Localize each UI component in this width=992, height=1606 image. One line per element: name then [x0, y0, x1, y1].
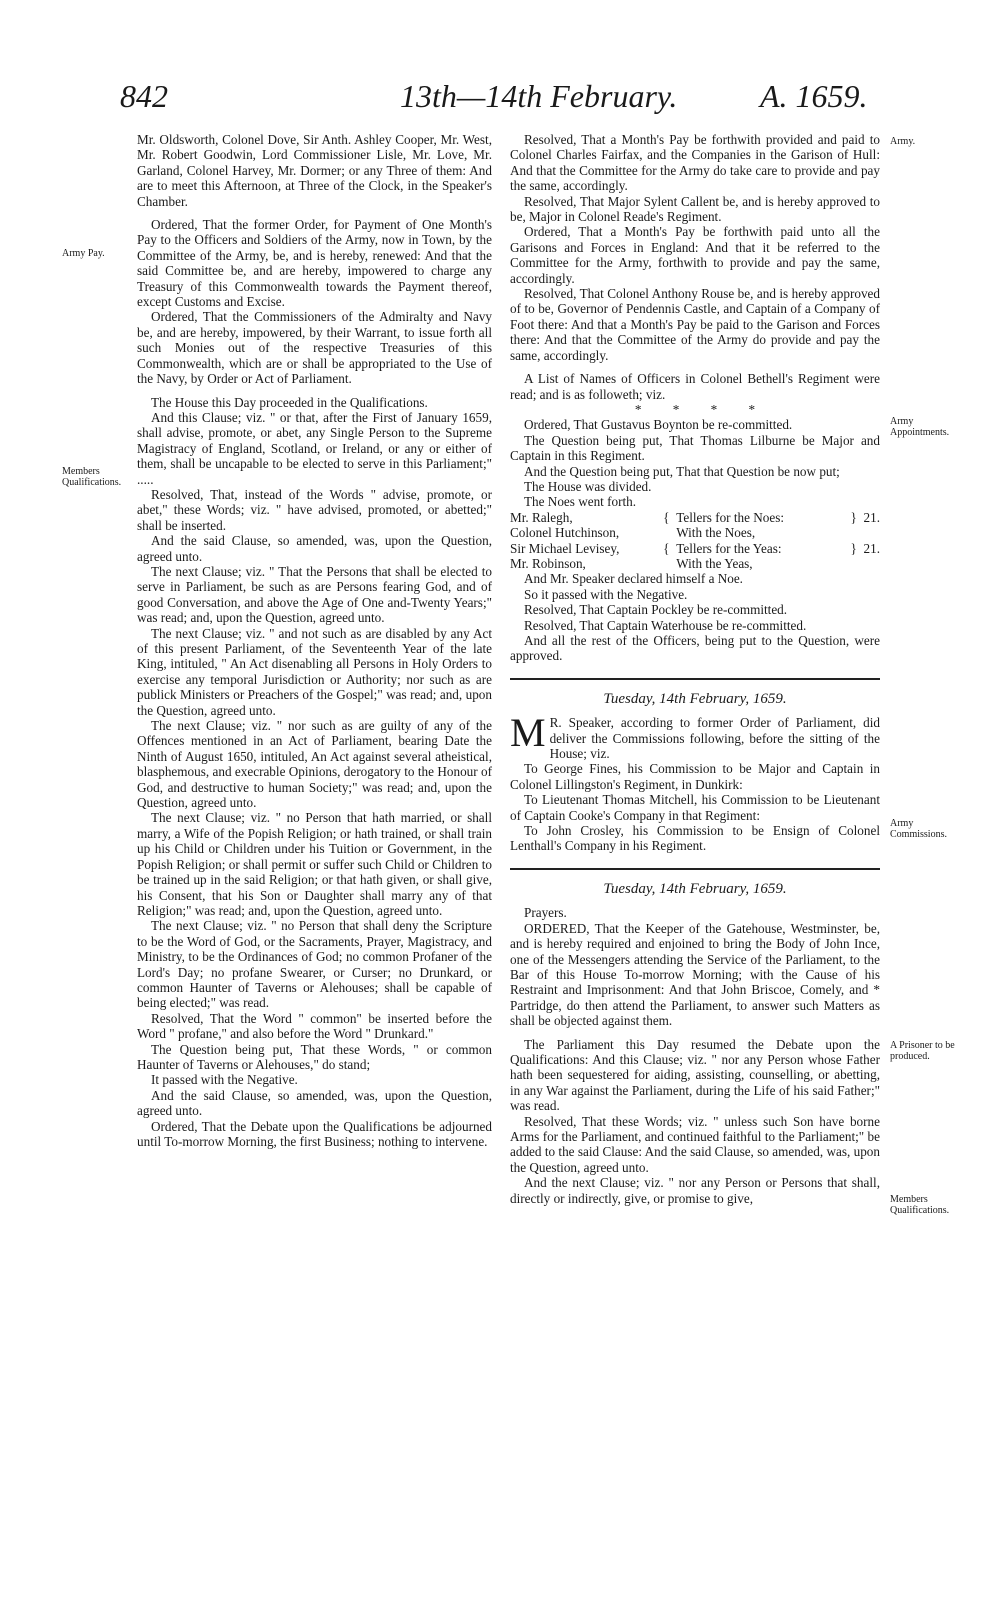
paragraph: The next Clause; viz. " That the Persons that shall be elected to serve in Parliament, be such as are Persons fearing God, and of good Conversation, and above the Age of One and-Twenty Years;" was read; and, upon the Question, agreed unto. — [137, 563, 492, 626]
paragraph: Ordered, That the Commissioners of the Admiralty and Navy be, and are hereby, impowered, by their Warrant, to issue forth all such Monies out of the respective Treasuries of this Commonwealth, which are or shall be appropriated to the Use of the Navy, by Order or Act of Parliament. — [137, 309, 492, 387]
brace: } — [850, 509, 857, 525]
paragraph: Ordered, That the former Order, for Payment of One Month's Pay to the Officers and Soldiers of the Army, now in Town, by the Committee of the Army, be, and is hereby, renewed: And that the said Committee be, and are hereby, impowered to charge any Treasury of this Commonwealth towards the Payment thereof, except Customs and Excise. — [137, 217, 492, 310]
paragraph: Ordered, That Gustavus Boynton be re-committed. — [524, 417, 793, 433]
brace: } — [850, 540, 857, 556]
paragraph: And all the rest of the Officers, being put to the Question, were approved. — [510, 633, 880, 664]
prayers-label: Prayers. — [524, 905, 567, 921]
paragraph: To John Crosley, his Commission to be Ensign of Colonel Lenthall's Company in his Regiment. — [510, 823, 880, 854]
lead-text: R. Speaker, according to former Order of Parliament, did deliver the Commissions following, before the sitting of the House; viz. — [549, 715, 880, 762]
right-column — [510, 132, 880, 1206]
paragraph: The next Clause; viz. " nor such as are guilty of any of the Offences mentioned in an Act of Parliament, bearing Date the Ninth of August 1650, intituled, An Act against several atheistical, blasphemous, and execrable Opinions, derogatory to the Honour of God, and destructive to human Society;" was read; and, upon the Question, agreed unto. — [137, 718, 492, 811]
paragraph: Resolved, That the Word " common" be inserted before the Word " profane," and also before the Word " Drunkard." — [137, 1010, 492, 1042]
margin-note-members-qualifications: Members Qualifications. — [62, 466, 122, 488]
drop-cap: M — [510, 710, 546, 756]
paragraph: Mr. Oldsworth, Colonel Dove, Sir Anth. Ashley Cooper, Mr. West, Mr. Robert Goodwin, Lord Commissioner Lisle, Mr. Love, Mr. Garland, Colonel Harvey, Mr. Dormer; or any Three of them: And are to meet this Afternoon, at Three of the Clock, in the Speaker's Chamber. — [137, 132, 492, 209]
margin-note-army-pay: Army Pay. — [62, 248, 105, 259]
paragraph: Resolved, That, instead of the Words " advise, promote, or abet," these Words; viz. " have advised, promoted, or abetted;" shall be inserted. — [137, 486, 492, 533]
division-tellers — [510, 510, 880, 572]
section-rule — [510, 868, 880, 870]
teller-name: Sir Michael Levisey, — [510, 540, 620, 556]
teller-role: Tellers for the Yeas: — [676, 540, 782, 556]
paragraph: So it passed with the Negative. — [524, 586, 688, 602]
paragraph: And the said Clause, so amended, was, upon the Question, agreed unto. — [137, 1087, 492, 1119]
paragraph: The Noes went forth. — [524, 494, 637, 510]
section-rule — [510, 678, 880, 680]
running-title: 13th—14th February. — [400, 78, 678, 114]
paragraph: The Question being put, That Thomas Lilburne be Major and Captain in this Regiment. — [510, 432, 880, 464]
brace: { — [663, 509, 670, 525]
paragraph: Resolved, That Captain Pockley be re-committed. — [524, 602, 788, 618]
paragraph: And the said Clause, so amended, was, upon the Question, agreed unto. — [137, 533, 492, 564]
paragraph: And the Question being put, That that Question be now put; — [524, 463, 840, 479]
division-count: 21. — [863, 540, 880, 556]
paragraph: And Mr. Speaker declared himself a Noe. — [524, 571, 743, 587]
paragraph: Resolved, That Captain Waterhouse be re-committed. — [524, 617, 807, 633]
paragraph: The Question being put, That these Words, " or common Haunter of Taverns or Alehouses," do stand; — [137, 1041, 492, 1072]
paragraph: The House this Day proceeded in the Qualifications. — [151, 394, 428, 410]
left-column — [137, 132, 492, 1149]
paragraph: The Parliament this Day resumed the Debate upon the Qualifications: And this Clause; viz. " nor any Person whose Father hath been sequestered for aiding, assisting, counselling, or abetting, in any War against the Parliament, during the Life of his said Father;" was read. — [510, 1036, 880, 1114]
brace: { — [663, 540, 670, 556]
paragraph: Ordered, That a Month's Pay be forthwith paid unto all the Garisons and Forces in England: And that it be referred to the Committee for the Army, forthwith to provide and pay the same, accordingly. — [510, 224, 880, 286]
paragraph: To Lieutenant Thomas Mitchell, his Commission to be Lieutenant of Captain Cooke's Company in that Regiment: — [510, 792, 880, 823]
paragraph: And the next Clause; viz. " nor any Person or Persons that shall, directly or indirectly, give, or promise to give, — [510, 1175, 880, 1206]
teller-name: Mr. Ralegh, — [510, 509, 573, 525]
paragraph: A List of Names of Officers in Colonel Bethell's Regiment were read; and is as followeth; viz. — [510, 371, 880, 402]
teller-role: With the Yeas, — [676, 555, 753, 571]
page-number: 842 — [120, 78, 168, 114]
paragraph: The next Clause; viz. " no Person that hath married, or shall marry, a Wife of the Popish Religion; or hath trained, or shall train up his Child or Children under his Tuition or Government, in the Popish Religion; or shall permit or suffer such Child or Children to be trained up in the said Religion; or that hath given, or shall give, his Consent, that his Son or Daughter shall marry any of that Religion;" was read; and, upon the Question, agreed unto. — [137, 810, 492, 918]
paragraph: Resolved, That a Month's Pay be forthwith provided and paid to Colonel Charles Fairfax, and the Companies in the Garison of Hull: And that the Committee for the Army do take care to provide and pay the same, accordingly. — [510, 132, 880, 194]
division-count: 21. — [863, 509, 880, 525]
section-heading: Tuesday, 14th February, 1659. — [603, 690, 787, 707]
margin-note-army: Army. — [890, 136, 916, 147]
paragraph: It passed with the Negative. — [151, 1072, 298, 1088]
teller-name: Mr. Robinson, — [510, 555, 586, 571]
paragraph: The House was divided. — [524, 478, 652, 494]
margin-note-members-qualifications-2: Members Qualifications. — [890, 1194, 950, 1216]
paragraph: Resolved, That these Words; viz. " unless such Son have borne Arms for the Parliament, and continued faithful to the Parliament;" be added to the said Clause: And the said Clause, so amended, was, upon the Question, agreed unto. — [510, 1113, 880, 1175]
section-heading: Tuesday, 14th February, 1659. — [603, 880, 787, 897]
margin-note-army-appointments: Army Appointments. — [890, 416, 950, 438]
running-year: A. 1659. — [760, 78, 868, 114]
paragraph: The next Clause; viz. " and not such as are disabled by any Act of this present Parliament, of the Seventeenth Year of the late King, intituled, " An Act disenabling all Persons in Holy Orders to exercise any temporal Jurisdiction or Authority; nor such as are publick Ministers or Preachers of the Gospel;" was read; and, upon the Question, agreed unto. — [137, 625, 492, 718]
paragraph: The next Clause; viz. " no Person that shall deny the Scripture to be the Word of God, or the Sacraments, Prayer, Magistracy, and Ministry, to be the Ordinances of God; no common Profaner of the Lord's Day; no profane Swearer, or Curser; no Drunkard, or common Haunter of Taverns or Alehouses; shall be capable of being elected;" was read. — [137, 918, 492, 1011]
paragraph: Resolved, That Colonel Anthony Rouse be, and is hereby approved of to be, Governor of Pendennis Castle, and Captain of a Company of Foot there: And that a Month's Pay be paid to the Garison and Forces there: And that the Committee of the Army do provide and pay the same, accordingly. — [510, 286, 880, 363]
paragraph: To George Fines, his Commission to be Major and Captain in Colonel Lillingston's Regiment, in Dunkirk: — [510, 761, 880, 792]
paragraph: Resolved, That Major Sylent Callent be, and is hereby approved to be, Major in Colonel Reade's Regiment. — [510, 193, 880, 225]
omission-stars: * * * * — [634, 401, 770, 417]
paragraph: And this Clause; viz. " or that, after the First of January 1659, shall advise, promote, or abet, any Single Person to the Supreme Magistracy of England, Scotland, or Ireland, or any or either of them, shall be uncapable to be elected to serve in this Parliament;" ..... — [137, 409, 492, 487]
teller-name: Colonel Hutchinson, — [510, 525, 620, 541]
margin-note-prisoner: A Prisoner to be produced. — [890, 1040, 955, 1062]
teller-role: With the Noes, — [676, 525, 756, 541]
paragraph — [510, 710, 880, 762]
paragraph: Ordered, That the Debate upon the Qualifications be adjourned until To-morrow Morning, the first Business; nothing to intervene. — [137, 1118, 492, 1149]
paragraph: ORDERED, That the Keeper of the Gatehouse, Westminster, be, and is hereby required and enjoined to bring the Body of John Ince, one of the Messengers attending the Service of the Parliament, to the Bar of this House To-morrow Morning; with the Cause of his Restraint and Imprisonment: And that John Briscoe, Comely, and * Partridge, do then attend the Parliament, to answer such Matters as shall be objected against them. — [510, 920, 880, 1029]
margin-note-army-commissions: Army Commissions. — [890, 818, 947, 840]
teller-role: Tellers for the Noes: — [676, 509, 785, 525]
page-header — [0, 72, 992, 128]
